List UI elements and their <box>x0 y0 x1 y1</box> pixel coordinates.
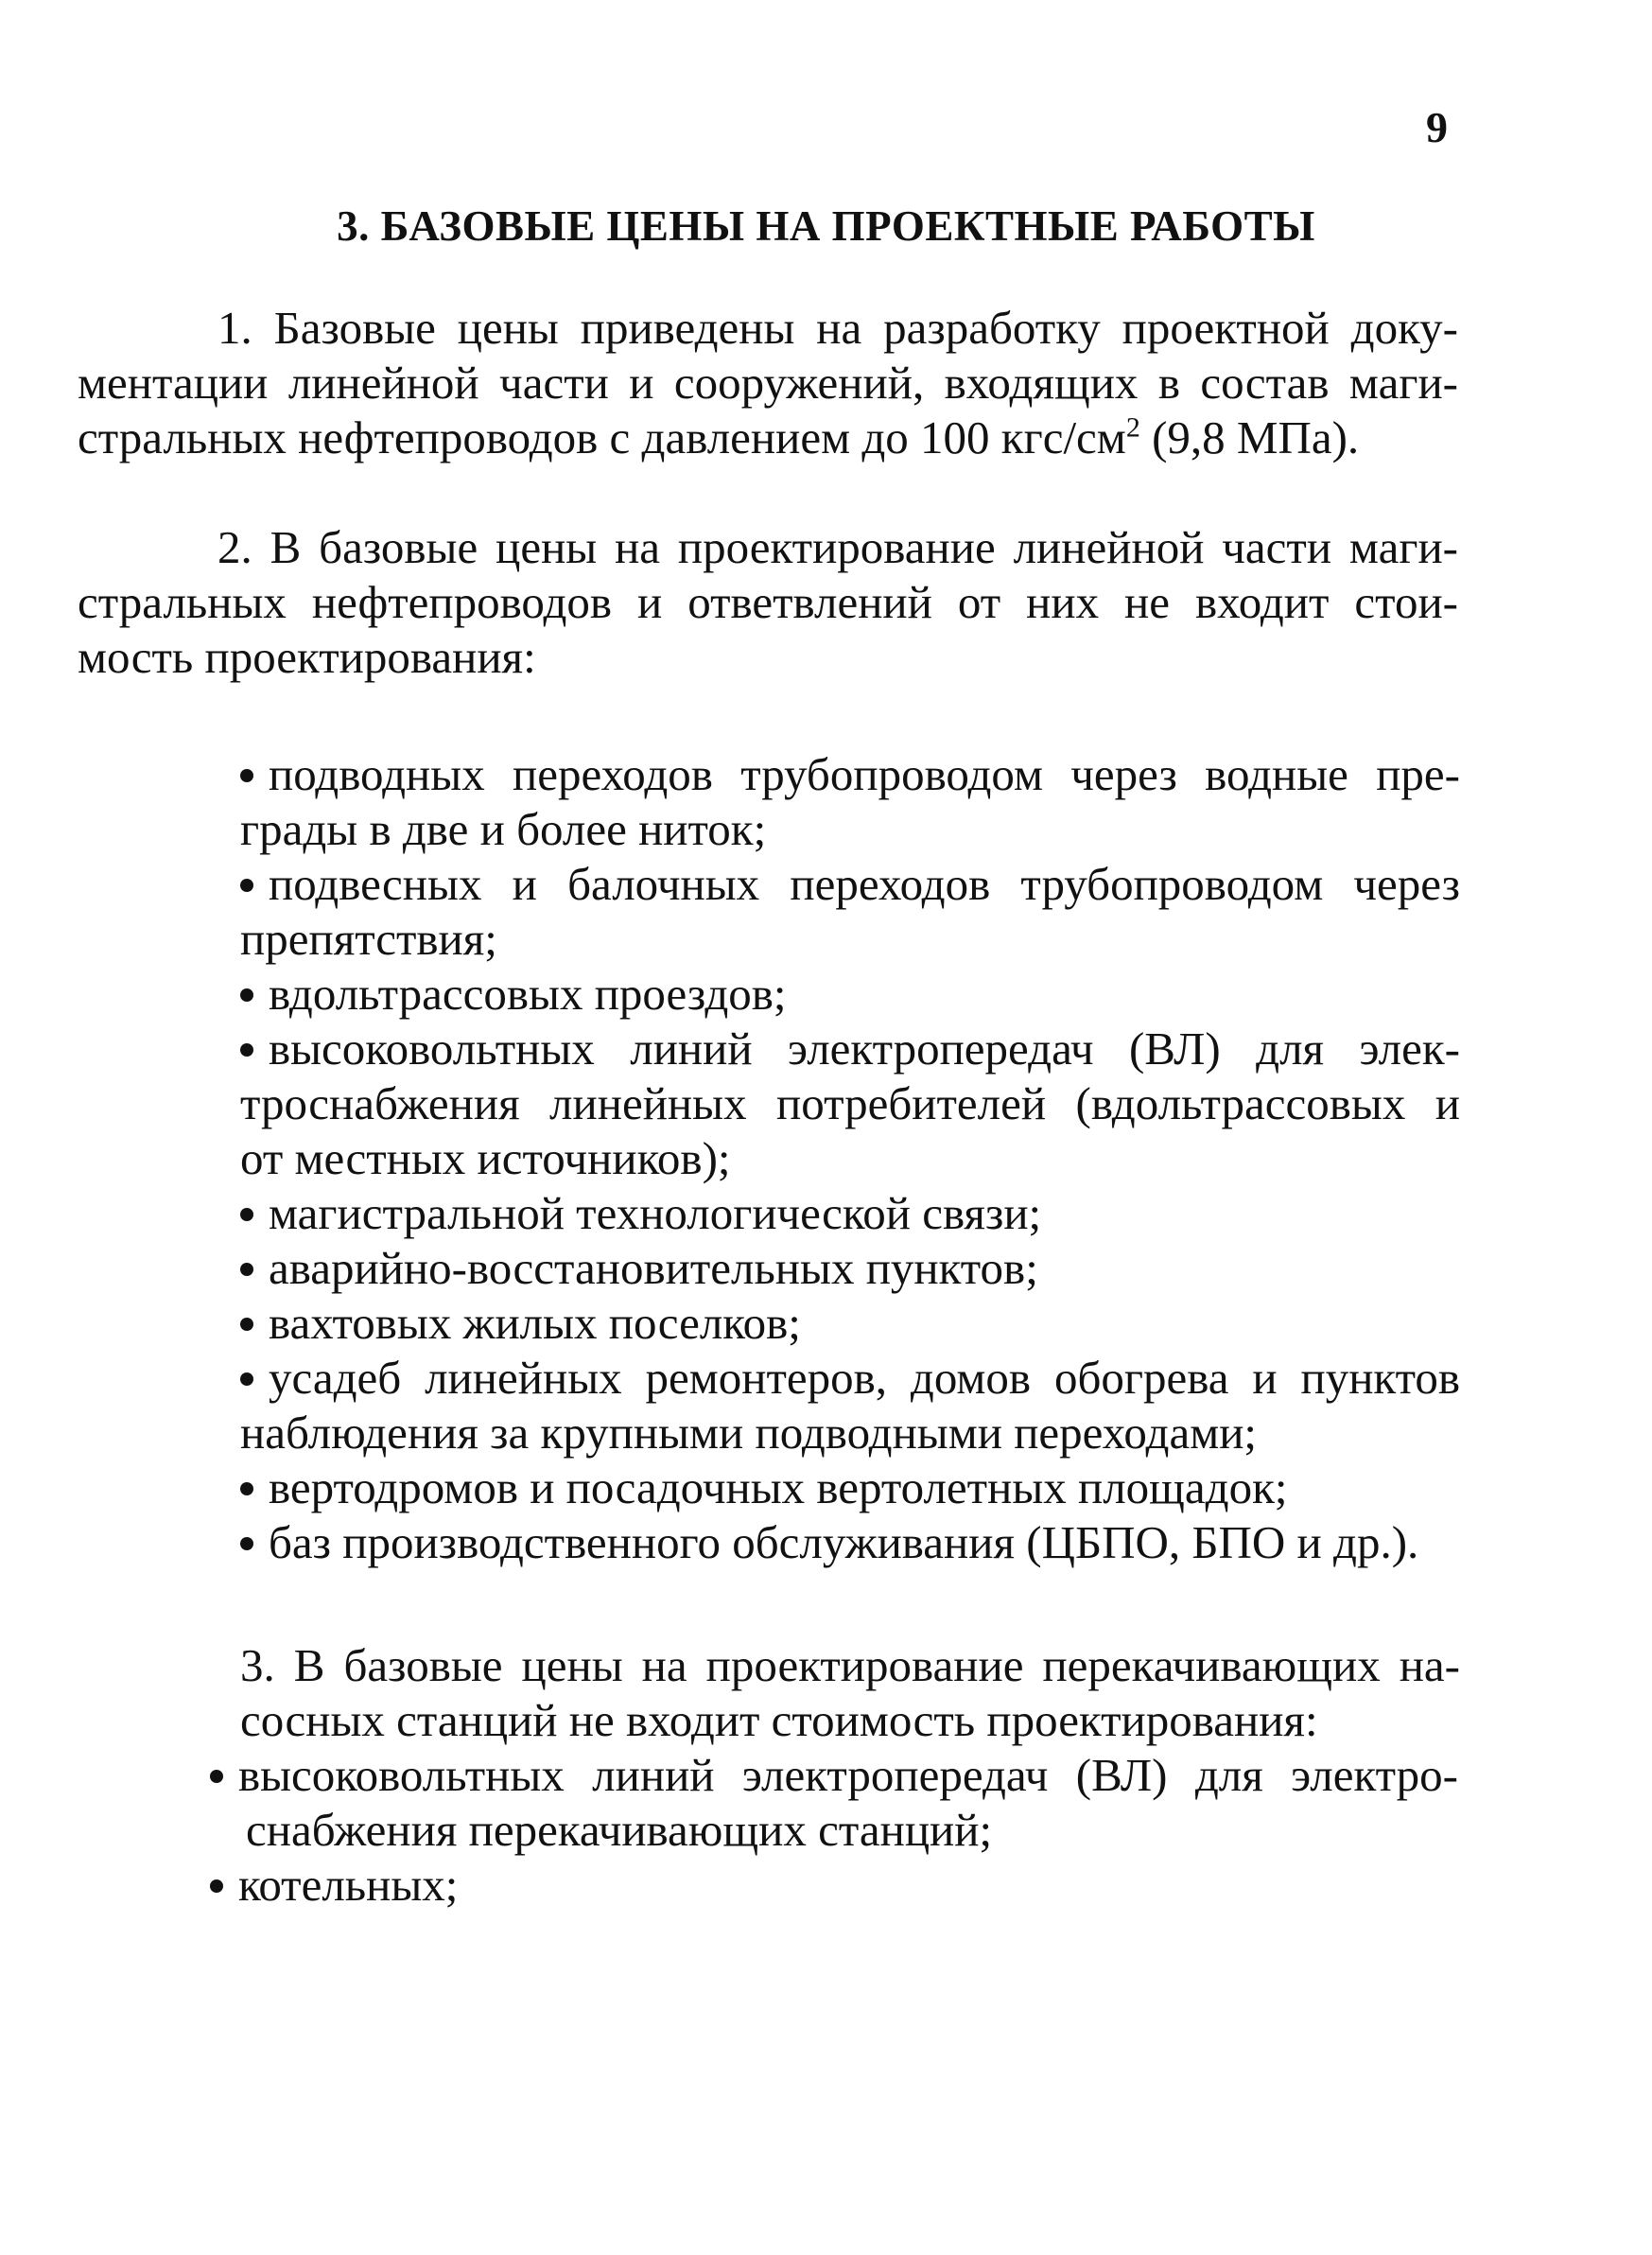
list-item-text: троснабжения линейных потребителей (вдольтрассовых и <box>240 1077 1460 1129</box>
exclusions-list-stations <box>210 1748 1458 1913</box>
list-item <box>240 1351 1460 1460</box>
list-item-line <box>240 1515 1460 1570</box>
bullet-icon <box>240 1043 253 1057</box>
list-item <box>240 1460 1460 1515</box>
list-item-line <box>240 1351 1460 1406</box>
paragraph-1 <box>78 301 1458 465</box>
paragraph-3-line-1: 3. В базовые цены на проектирование перекачивающих на- <box>240 1639 1460 1691</box>
list-item-line <box>210 1858 1458 1913</box>
paragraph-1-line-1: 1. Базовые цены приведены на разработку проектной доку- <box>217 302 1458 354</box>
list-item-text: от местных источников); <box>240 1132 731 1184</box>
list-item-line <box>240 1186 1460 1241</box>
bullet-icon <box>240 1537 253 1550</box>
list-item <box>240 857 1460 967</box>
list-item-text: снабжения перекачивающих станций; <box>246 1804 993 1856</box>
list-item-line <box>240 1460 1460 1515</box>
paragraph-3 <box>240 1638 1460 1748</box>
exclusions-list-linear <box>240 747 1460 1570</box>
paragraph-2-line-3: мость проектирования: <box>78 631 536 683</box>
list-item-line <box>240 802 1460 857</box>
list-item <box>240 1186 1460 1241</box>
section-title: 3. БАЗОВЫЕ ЦЕНЫ НА ПРОЕКТНЫЕ РАБОТЫ <box>337 202 1315 250</box>
list-item-text: высоковольтных линий электропередач (ВЛ) для электро- <box>238 1749 1458 1801</box>
list-item-text: котельных; <box>238 1859 459 1911</box>
bullet-icon <box>240 1482 253 1495</box>
list-item-text: вертодромов и посадочных вертолетных площадок; <box>269 1461 1288 1513</box>
list-item-line <box>210 1748 1458 1803</box>
list-item-line <box>240 1406 1460 1460</box>
list-item-line <box>240 1022 1460 1076</box>
list-item-line <box>240 1076 1460 1131</box>
superscript-2: 2 <box>1125 411 1140 444</box>
list-item-text: вдольтрассовых проездов; <box>269 968 787 1020</box>
paragraph-2 <box>78 520 1458 685</box>
list-item-text: вахтовых жилых поселков; <box>269 1297 801 1349</box>
list-item-line <box>240 967 1460 1022</box>
paragraph-1-line-3 <box>78 411 1458 465</box>
bullet-icon <box>240 988 253 1002</box>
list-item-text: подводных переходов трубопроводом через водные пре- <box>269 748 1460 800</box>
bullet-icon <box>210 1770 223 1783</box>
list-item <box>240 967 1460 1022</box>
list-item <box>240 1515 1460 1570</box>
list-item-line <box>210 1803 1458 1858</box>
list-item-line <box>240 912 1460 967</box>
list-item-text: препятствия; <box>240 913 497 965</box>
bullet-icon <box>240 879 253 892</box>
list-item-text: аварийно-восстановительных пунктов; <box>269 1242 1038 1294</box>
list-item <box>240 747 1460 857</box>
paragraph-2-line-1: 2. В базовые цены на проектирование линейной части маги- <box>217 521 1458 573</box>
paragraph-3-line-2: сосных станций не входит стоимость проектирования: <box>240 1694 1318 1746</box>
list-item-line <box>240 1241 1460 1296</box>
list-item-line <box>240 1296 1460 1351</box>
list-item-line <box>240 1131 1460 1186</box>
list-item-text: магистральной технологической связи; <box>269 1187 1042 1239</box>
list-item-text: подвесных и балочных переходов трубопроводом через <box>269 858 1460 910</box>
list-item-line <box>240 747 1460 802</box>
list-item <box>210 1858 1458 1913</box>
paragraph-1-line-2: ментации линейной части и сооружений, входящих в состав маги- <box>78 357 1458 409</box>
list-item-text: усадеб линейных ремонтеров, домов обогрева и пунктов <box>269 1352 1460 1404</box>
list-item-text: наблюдения за крупными подводными переходами; <box>240 1407 1258 1459</box>
bullet-icon <box>240 769 253 782</box>
list-item <box>240 1022 1460 1186</box>
list-item <box>240 1241 1460 1296</box>
paragraph-1-line-3-text: стральных нефтепроводов с давлением до 100 кгс/см <box>78 411 1126 463</box>
paragraph-1-line-3-end: (9,8 МПа). <box>1139 411 1360 463</box>
bullet-icon <box>240 1263 253 1276</box>
bullet-icon <box>240 1208 253 1221</box>
list-item-text: высоковольтных линий электропередач (ВЛ) для элек- <box>269 1023 1460 1075</box>
bullet-icon <box>240 1318 253 1331</box>
list-item-text: грады в две и более ниток; <box>240 803 767 855</box>
list-item <box>240 1296 1460 1351</box>
list-item <box>210 1748 1458 1858</box>
bullet-icon <box>240 1372 253 1386</box>
list-item-text: баз производственного обслуживания (ЦБПО, БПО и др.). <box>269 1516 1419 1568</box>
page-number: 9 <box>1426 103 1448 151</box>
paragraph-2-line-2: стральных нефтепроводов и ответвлений от них не входит стои- <box>78 576 1458 628</box>
list-item-line <box>240 857 1460 912</box>
bullet-icon <box>210 1879 223 1893</box>
